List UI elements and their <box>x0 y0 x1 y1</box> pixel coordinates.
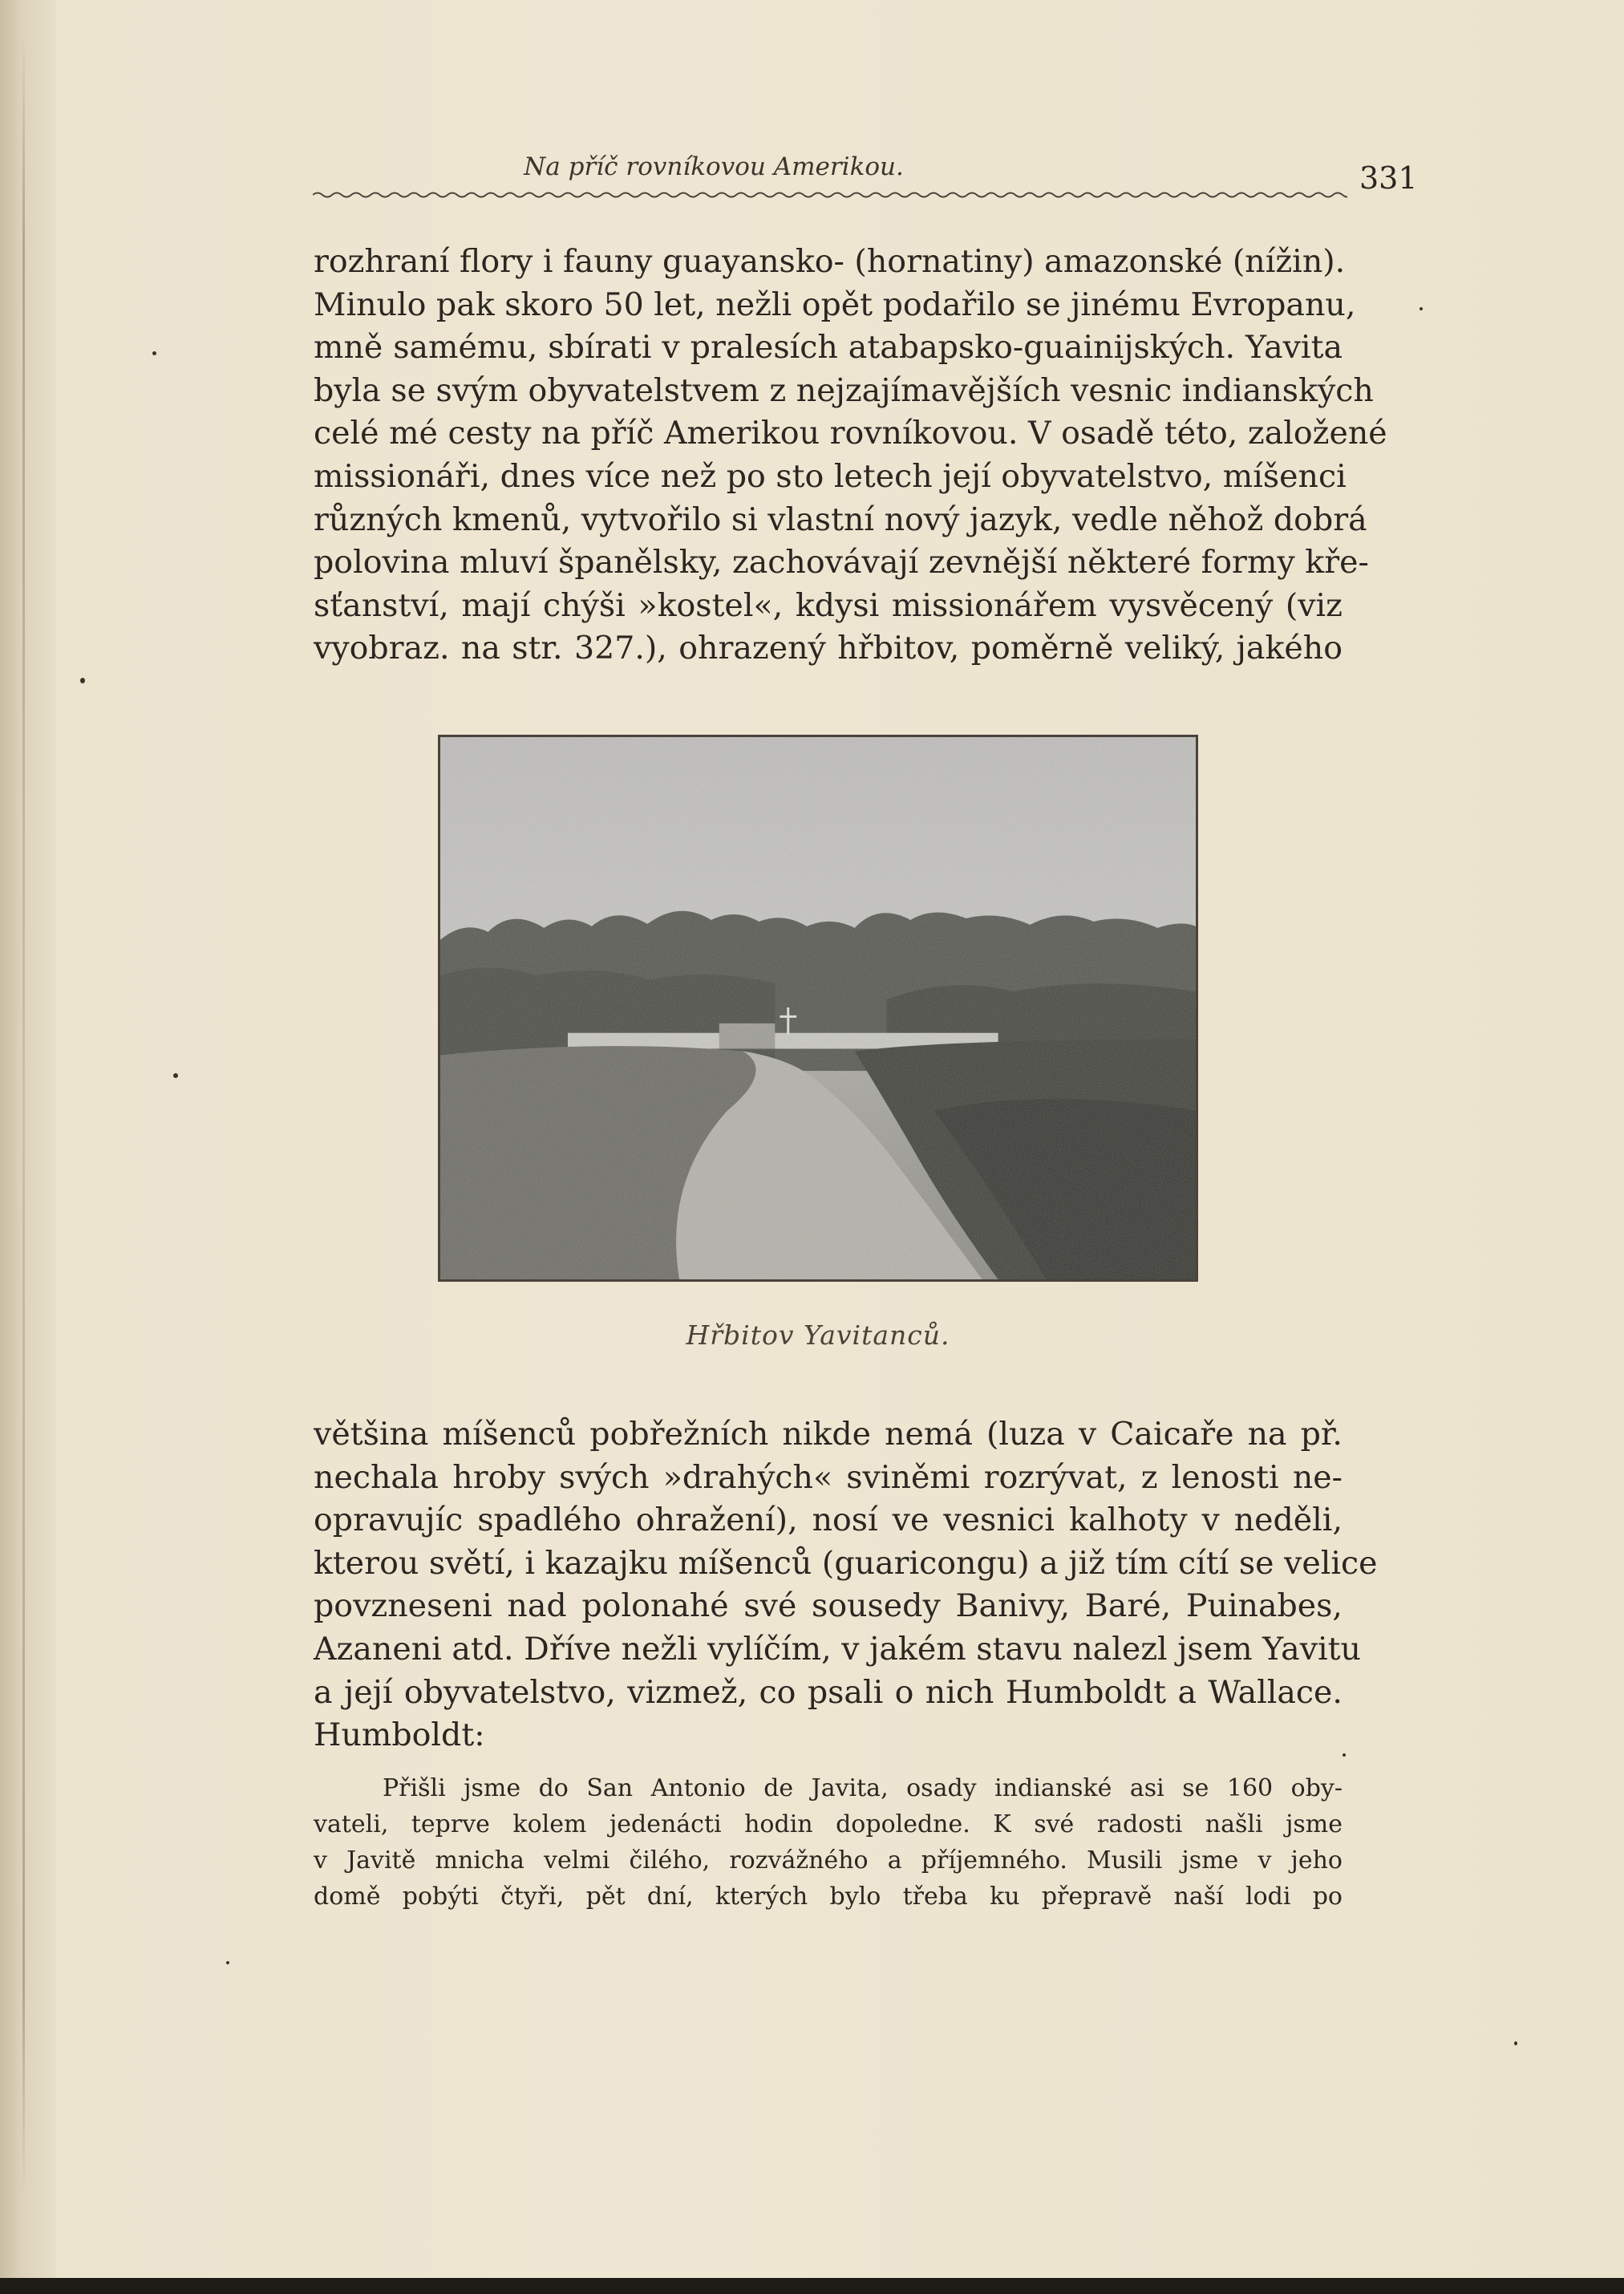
text-line: mně samému, sbírati v pralesích atabapsko-guainijských. Yavita <box>314 329 1343 367</box>
text-line: Azaneni atd. Dříve nežli vylíčím, v jakém stavu nalezl jsem Yavitu <box>314 1630 1361 1668</box>
paper-speck <box>80 678 85 683</box>
text-line: a její obyvatelstvo, vizmež, co psali o nich Humboldt a Wallace. <box>314 1673 1343 1711</box>
scan-edge <box>0 2278 1624 2294</box>
quote-line: domě pobýti čtyři, pět dní, kterých bylo třeba ku přepravě naší lodi po <box>314 1883 1343 1911</box>
page-number: 331 <box>1359 160 1418 196</box>
text-line: povzneseni nad polonahé své sousedy Banivy, Baré, Puinabes, <box>314 1587 1343 1625</box>
paragraph-1 <box>314 241 1387 671</box>
text-line: nechala hroby svých »drahých« sviněmi rozrývat, z lenosti ne- <box>314 1458 1343 1496</box>
paper-speck <box>173 1073 178 1078</box>
book-spine <box>0 0 56 2294</box>
text-line: missionáři, dnes více než po sto letech její obyvatelstvo, míšenci <box>314 457 1347 495</box>
photo-scene <box>440 737 1196 1279</box>
quote-line: Přišli jsme do San Antonio de Javita, osady indianské asi se 160 oby- <box>383 1774 1343 1802</box>
running-title: Na příč rovníkovou Amerikou. <box>524 152 904 181</box>
paper-speck <box>1514 2041 1517 2045</box>
quote-line: vateli, teprve kolem jedenácti hodin dopoledne. K své radosti našli jsme <box>314 1810 1343 1838</box>
paragraph-2 <box>314 1413 1378 1757</box>
paper-speck <box>1343 1753 1346 1757</box>
text-line: vyobraz. na str. 327.), ohrazený hřbitov, poměrně veliký, jakého <box>314 630 1343 667</box>
figure-caption: Hřbitov Yavitanců. <box>686 1319 950 1351</box>
quote-line: v Javitě mnicha velmi čilého, rozvážného a příjemného. Musili jsme v jeho <box>314 1846 1343 1875</box>
text-line: polovina mluví španělsky, zachovávají zevnější některé formy kře- <box>314 544 1369 582</box>
humboldt-quote <box>314 1770 1343 1915</box>
text-line: Minulo pak skoro 50 let, nežli opět podařilo se jinému Evropanu, <box>314 286 1356 323</box>
text-line: různých kmenů, vytvořilo si vlastní nový jazyk, vedle něhož dobrá <box>314 501 1367 538</box>
cemetery-photograph <box>438 735 1198 1282</box>
paper-speck <box>152 351 156 355</box>
header-wavy-rule <box>313 189 1347 201</box>
text-line: většina míšenců pobřežních nikde nemá (luza v Caicaře na př. <box>314 1416 1343 1453</box>
text-line: opravujíc spadlého ohražení), nosí ve vesnici kalhoty v neděli, <box>314 1502 1343 1539</box>
text-line: Humboldt: <box>314 1716 485 1754</box>
text-line: sťanství, mají chýši »kostel«, kdysi missionářem vysvěcený (viz <box>314 586 1343 624</box>
text-line: kterou světí, i kazajku míšenců (guaricongu) a již tím cítí se velice <box>314 1544 1378 1582</box>
text-line: rozhraní flory i fauny guayansko- (hornatiny) amazonské (nížin). <box>314 243 1346 280</box>
text-line: celé mé cesty na příč Amerikou rovníkovou. V osadě této, založené <box>314 415 1387 452</box>
paper-speck <box>1419 307 1423 310</box>
text-line: byla se svým obyvatelstvem z nejzajímavějších vesnic indianských <box>314 371 1374 409</box>
paper-speck <box>226 1961 229 1964</box>
spine-crease <box>22 32 25 2198</box>
